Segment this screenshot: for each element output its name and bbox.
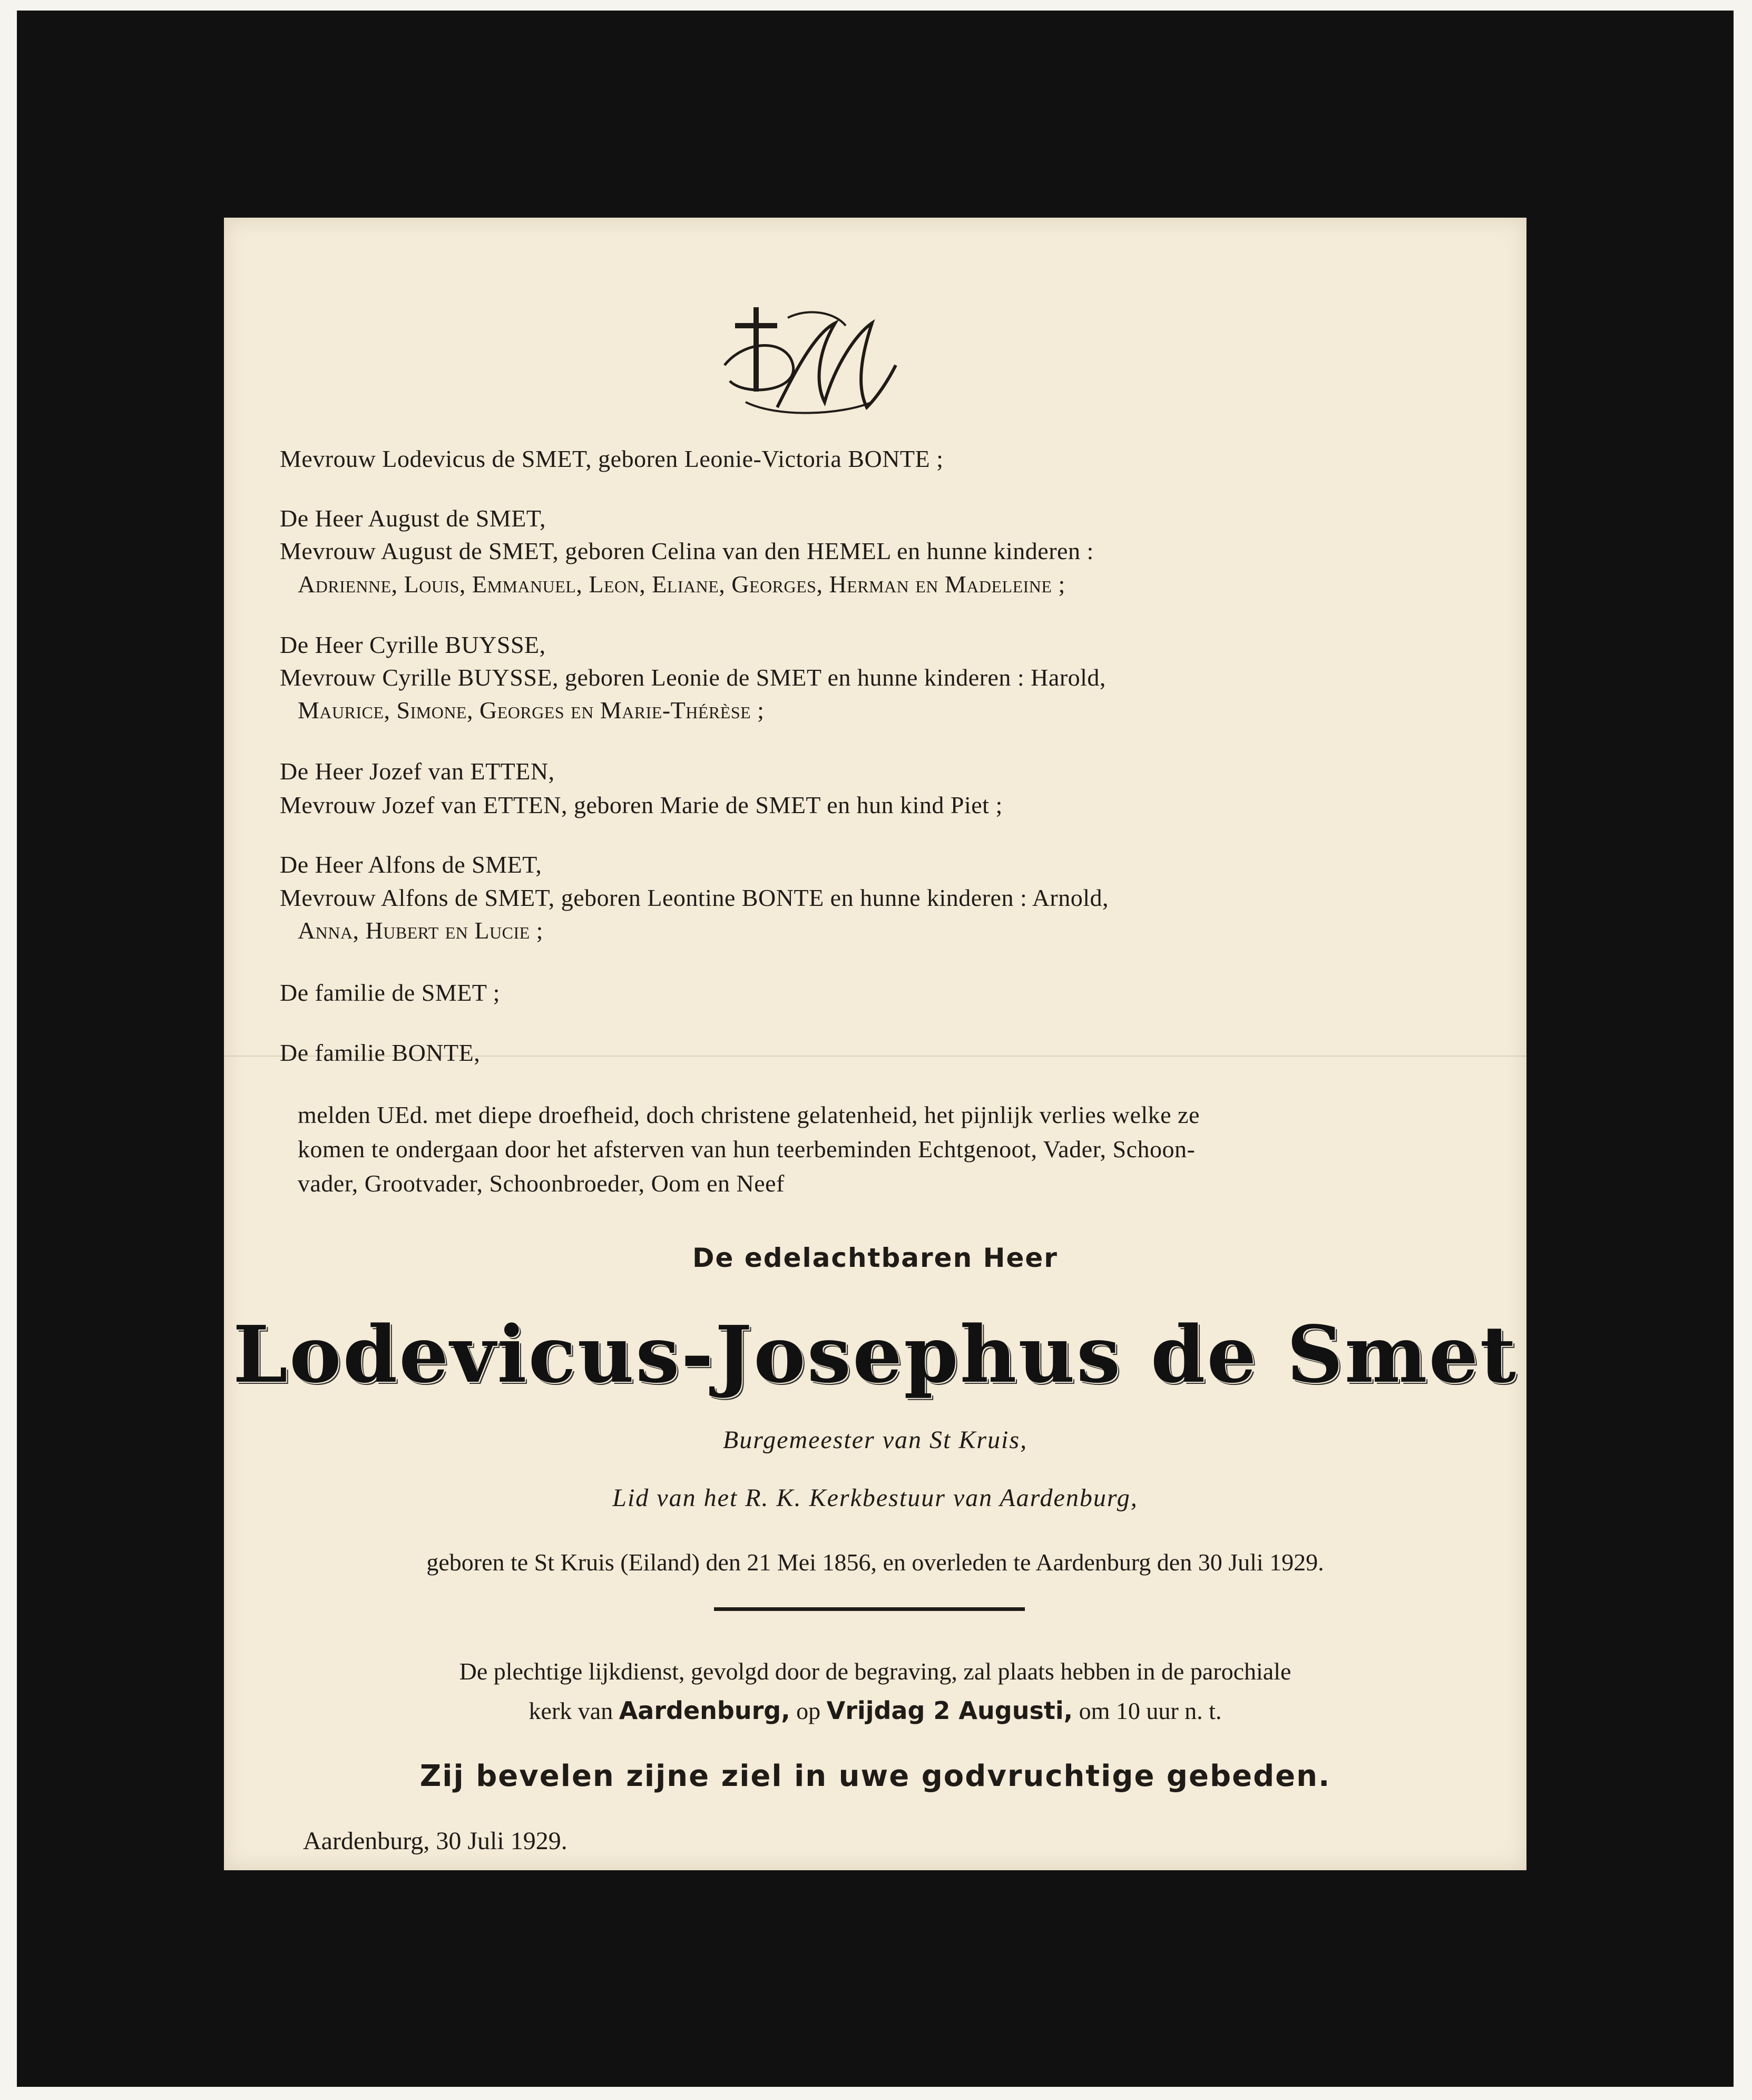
family-line-10: De Heer Alfons de SMET, xyxy=(280,851,542,878)
family-line-1: Mevrouw Lodevicus de SMET, geboren Leonie-Victoria BONTE ; xyxy=(280,445,944,472)
service-text-c: om 10 uur n. t. xyxy=(1079,1697,1222,1724)
service-place: Aardenburg, xyxy=(619,1696,790,1725)
family-line-3: Mevrouw August de SMET, geboren Celina van den HEMEL en hunne kinderen : xyxy=(280,538,1094,564)
service-text-a: kerk van xyxy=(528,1697,613,1724)
deceased-title-mayor: Burgemeester van St Kruis, xyxy=(722,1426,1028,1454)
service-day: Vrijdag 2 Augusti, xyxy=(826,1696,1073,1725)
announcement-line-2: komen te ondergaan door het afsterven van hun teerbeminden Echtgenoot, Vader, Schoon- xyxy=(298,1136,1196,1163)
mourning-card xyxy=(224,218,1526,1870)
divider-rule xyxy=(714,1607,1025,1611)
cross-monogram-icon xyxy=(714,302,904,423)
family-line-2: De Heer August de SMET, xyxy=(280,505,546,532)
deceased-name: Lodevicus-Josephus de Smet xyxy=(232,1308,1518,1400)
service-line-1: De plechtige lijkdienst, gevolgd door de begraving, zal plaats hebben in de parochiale xyxy=(459,1658,1291,1685)
place-date: Aardenburg, 30 Juli 1929. xyxy=(303,1827,567,1855)
family-line-12: Anna, Hubert en Lucie ; xyxy=(298,917,543,944)
birth-death-line: geboren te St Kruis (Eiland) den 21 Mei 1856, en overleden te Aardenburg den 30 Juli 1929. xyxy=(426,1549,1324,1576)
family-line-14: De familie BONTE, xyxy=(280,1039,481,1066)
prayer-line: Zij bevelen zijne ziel in uwe godvruchtige gebeden. xyxy=(419,1759,1331,1793)
family-line-8: De Heer Jozef van ETTEN, xyxy=(280,758,555,785)
announcement-line-1: melden UEd. met diepe droefheid, doch christene gelatenheid, het pijnlijk verlies welke ze xyxy=(298,1101,1200,1128)
service-line-2 xyxy=(224,1696,1526,1725)
family-line-6: Mevrouw Cyrille BUYSSE, geboren Leonie de SMET en hunne kinderen : Harold, xyxy=(280,664,1106,691)
family-line-11: Mevrouw Alfons de SMET, geboren Leontine BONTE en hunne kinderen : Arnold, xyxy=(280,884,1109,911)
honorific-heading: De edelachtbaren Heer xyxy=(692,1243,1058,1273)
announcement-line-3: vader, Grootvader, Schoonbroeder, Oom en Neef xyxy=(298,1170,785,1197)
family-line-4: Adrienne, Louis, Emmanuel, Leon, Eliane, Georges, Herman en Madeleine ; xyxy=(298,571,1065,598)
family-line-13: De familie de SMET ; xyxy=(280,979,500,1006)
deceased-title-church: Lid van het R. K. Kerkbestuur van Aardenburg, xyxy=(612,1484,1138,1512)
family-line-5: De Heer Cyrille BUYSSE, xyxy=(280,631,546,658)
family-line-9: Mevrouw Jozef van ETTEN, geboren Marie de SMET en hun kind Piet ; xyxy=(280,792,1003,818)
service-text-b: op xyxy=(796,1697,821,1724)
family-line-7: Maurice, Simone, Georges en Marie-Thérèse ; xyxy=(298,697,765,724)
